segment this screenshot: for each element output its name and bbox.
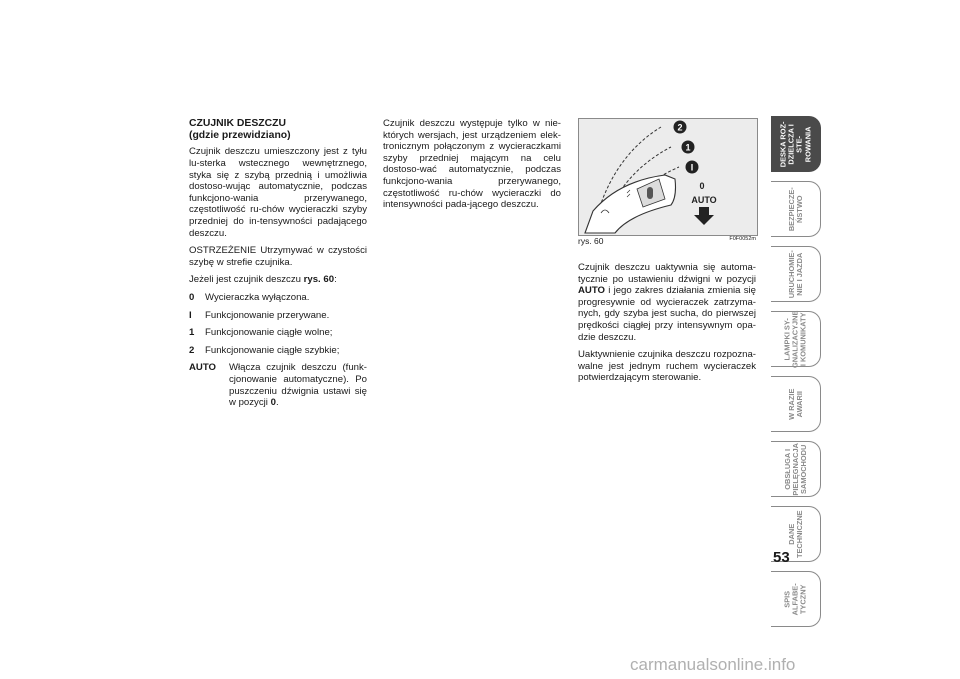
intro-paragraph: Czujnik deszczu umieszczony jest z tyłu lu-sterka wstecznego wewnętrznego, styka się z szybą przednią i umożliwia dostoso-wując automatycznie, podczas funkcjono-wania przerywanego, częstotliwość ru-chów wycieraczki szyby przedniej do in-tensywności padającego deszczu. [189,146,367,239]
label-pos0: 0 [699,181,705,191]
confirmation-paragraph: Uaktywnienie czujnika deszczu rozpozna-walne jest jednym ruchem wycieraczek potwierdzającym sterowanie. [578,349,756,384]
lever-knob [647,187,653,199]
position-item-0: 0 Wycieraczka wyłączona. [189,291,310,303]
tab-w-razie-awarii[interactable]: W RAZIE AWARII [771,376,821,432]
tab-obsluga[interactable]: OBSŁUGA I PIELĘGNACJA SAMOCHODU [771,441,821,497]
wiper-lever-figure [578,118,758,236]
warning-paragraph: OSTRZEŻENIE Utrzymywać w czystości szybę w strefie czujnika. [189,245,367,268]
heading-subtitle: (gdzie przewidziano) [189,130,291,142]
column-left [189,118,367,415]
reference-paragraph: Jeżeli jest czujnik deszczu rys. 60: [189,274,337,286]
figure-code: F0F0052m [729,236,756,242]
label-posI: I [690,162,694,173]
tab-lampki[interactable]: LAMPKI SY- GNALIZACYJNE I KOMUNIKATY [771,311,821,367]
page-number: 53 [773,549,790,566]
wiper-lever-illustration [579,119,757,235]
label-pos1: 1 [685,142,691,153]
section-heading [189,118,367,142]
down-arrow-icon [694,207,714,225]
description-paragraph: Czujnik deszczu występuje tylko w nie-których wersjach, jest urządzeniem elek-tronicznym połączonym z wycieraczkami szyby przedniej mającym na celu dostoso-wać automatycznie, podczas funkcjono-wania przerywanego, częstotliwość ru-chów wycieraczki do intensywności pada-jącego deszczu. [383,118,561,211]
watermark: carmanualsonline.info [630,655,796,674]
column-middle [383,118,561,217]
position-item-2: 2 Funkcjonowanie ciągłe szybkie; [189,344,340,356]
tab-spis-alfabetyczny[interactable]: SPIS ALFABE- TYCZNY [771,571,821,627]
position-item-1: 1 Funkcjonowanie ciągłe wolne; [189,327,333,339]
label-auto: AUTO [691,195,717,205]
column-right [578,262,756,390]
tab-bezpieczenstwo[interactable]: BEZPIECZE- ŃSTWO [771,181,821,237]
figure-reference: rys. 60 [303,274,335,286]
tab-dane-techniczne[interactable]: DANE TECHNICZNE [771,506,821,562]
heading-title: CZUJNIK DESZCZU [189,118,286,129]
figure-number: rys. 60 [578,236,604,246]
position-item-i: I Funkcjonowanie przerywane. [189,309,330,321]
activation-paragraph: Czujnik deszczu uaktywnia się automa-tycznie po ustawieniu dźwigni w pozycji AUTO i jego zakres działania zmienia się progresywnie od wycieraczek zatrzyma-nych, gdy szyba jest sucha, do pierwszej prędkości ciągłej przy intensywnym opa-dzie deszczu. [578,262,756,343]
label-pos2: 2 [677,122,683,133]
lever-body [585,175,676,233]
tab-deska-rozdzielcza[interactable]: DESKA ROZ- DZIELCZA I STE- ROWANIA [771,116,821,172]
figure-caption [578,236,756,246]
tab-uruchomienie[interactable]: URUCHOMIE- NIE I JAZDA [771,246,821,302]
position-item-auto: AUTO Włącza czujnik deszczu (funk-cjonowanie automatyczne). Po puszczeniu dźwignia ustawi się w pozycji 0. [189,362,367,409]
